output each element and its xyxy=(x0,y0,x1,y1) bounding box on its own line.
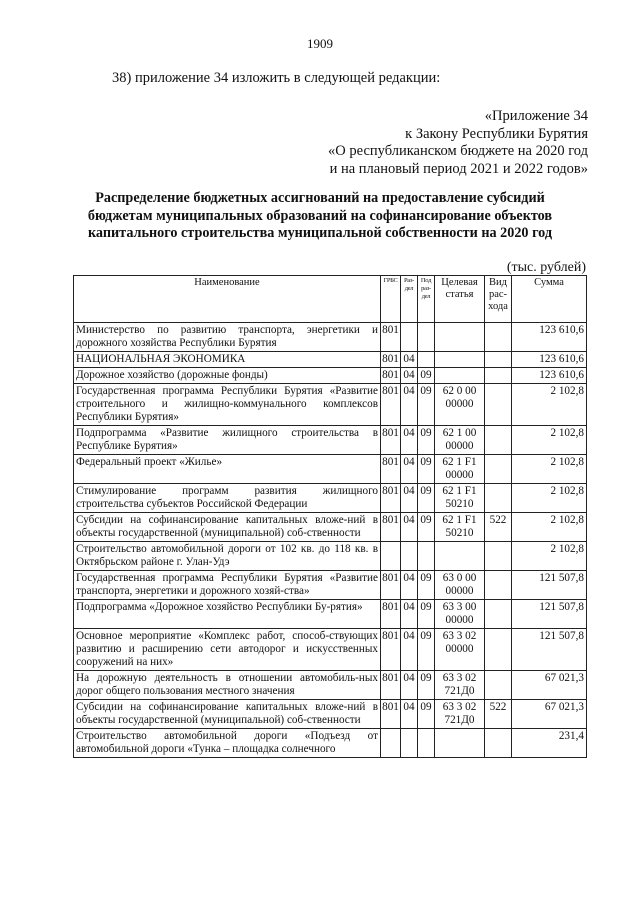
cell-name: Подпрограмма «Дорожное хозяйство Республики Бу-рятия» xyxy=(74,600,381,629)
cell-target: 63 0 00 00000 xyxy=(435,571,485,600)
header-podrazdel: Под раз-дел xyxy=(418,276,435,323)
cell-podrazdel: 09 xyxy=(418,600,435,629)
cell-name: На дорожную деятельность в отношении автомобиль-ных дорог общего пользования местного значения xyxy=(74,671,381,700)
cell-grbs: 801 xyxy=(381,571,401,600)
cell-podrazdel: 09 xyxy=(418,513,435,542)
cell-razdel xyxy=(401,542,418,571)
cell-razdel: 04 xyxy=(401,384,418,426)
cell-name: Субсидии на софинансирование капитальных вложе-ний в объекты государственной (муниципальной) соб-ственности xyxy=(74,700,381,729)
table-row xyxy=(74,542,587,571)
header-name: Наименование xyxy=(74,276,381,323)
header-razdel: Раз-дел xyxy=(401,276,418,323)
cell-vid xyxy=(485,542,512,571)
appendix-line: и на плановый период 2021 и 2022 годов» xyxy=(329,160,588,177)
cell-vid xyxy=(485,426,512,455)
cell-sum: 2 102,8 xyxy=(512,542,587,571)
cell-podrazdel: 09 xyxy=(418,426,435,455)
cell-grbs: 801 xyxy=(381,600,401,629)
table-row xyxy=(74,700,587,729)
cell-podrazdel: 09 xyxy=(418,368,435,384)
cell-grbs: 801 xyxy=(381,484,401,513)
cell-vid xyxy=(485,455,512,484)
cell-name: Строительство автомобильной дороги «Подъезд от автомобильной дороги «Тунка – площадка солнечного xyxy=(74,729,381,758)
cell-razdel: 04 xyxy=(401,426,418,455)
cell-sum: 2 102,8 xyxy=(512,513,587,542)
appendix-reference xyxy=(328,108,588,178)
cell-target xyxy=(435,729,485,758)
cell-sum: 121 507,8 xyxy=(512,600,587,629)
table-row xyxy=(74,484,587,513)
cell-podrazdel: 09 xyxy=(418,700,435,729)
table-row xyxy=(74,629,587,671)
cell-target: 63 3 00 00000 xyxy=(435,600,485,629)
cell-vid: 522 xyxy=(485,513,512,542)
cell-vid: 522 xyxy=(485,700,512,729)
cell-razdel: 04 xyxy=(401,352,418,368)
cell-target xyxy=(435,368,485,384)
cell-vid xyxy=(485,571,512,600)
cell-grbs: 801 xyxy=(381,700,401,729)
cell-vid xyxy=(485,484,512,513)
cell-grbs: 801 xyxy=(381,352,401,368)
cell-grbs: 801 xyxy=(381,323,401,352)
cell-podrazdel: 09 xyxy=(418,484,435,513)
document-title xyxy=(52,190,588,243)
cell-target: 62 1 F1 50210 xyxy=(435,484,485,513)
table-row xyxy=(74,571,587,600)
cell-name: Министерство по развитию транспорта, энергетики и дорожного хозяйства Республики Бурятия xyxy=(74,323,381,352)
cell-sum: 2 102,8 xyxy=(512,384,587,426)
cell-razdel: 04 xyxy=(401,513,418,542)
title-line: Распределение бюджетных ассигнований на предоставление субсидий xyxy=(95,190,545,206)
cell-vid xyxy=(485,352,512,368)
table-row xyxy=(74,384,587,426)
cell-target: 63 3 02 721Д0 xyxy=(435,700,485,729)
cell-name: Основное мероприятие «Комплекс работ, способ-ствующих развитию и расширению сети автодорог и искусственных сооружений на них» xyxy=(74,629,381,671)
cell-sum: 231,4 xyxy=(512,729,587,758)
cell-target: 62 1 F1 00000 xyxy=(435,455,485,484)
cell-razdel: 04 xyxy=(401,484,418,513)
page-bottom-margin xyxy=(0,832,640,905)
cell-sum: 121 507,8 xyxy=(512,629,587,671)
cell-grbs: 801 xyxy=(381,629,401,671)
cell-vid xyxy=(485,323,512,352)
cell-vid xyxy=(485,729,512,758)
cell-grbs: 801 xyxy=(381,426,401,455)
table-row xyxy=(74,455,587,484)
cell-sum: 2 102,8 xyxy=(512,426,587,455)
cell-vid xyxy=(485,368,512,384)
cell-sum: 121 507,8 xyxy=(512,571,587,600)
cell-vid xyxy=(485,600,512,629)
cell-name: Субсидии на софинансирование капитальных вложе-ний в объекты государственной (муниципальной) соб-ственности xyxy=(74,513,381,542)
cell-podrazdel: 09 xyxy=(418,571,435,600)
cell-grbs: 801 xyxy=(381,384,401,426)
cell-razdel: 04 xyxy=(401,629,418,671)
page-number: 1909 xyxy=(307,36,333,51)
table-row xyxy=(74,426,587,455)
cell-razdel xyxy=(401,729,418,758)
cell-razdel: 04 xyxy=(401,368,418,384)
appendix-line: «Приложение 34 xyxy=(484,108,588,124)
cell-target: 62 1 F1 50210 xyxy=(435,513,485,542)
intro-text: 38) приложение 34 изложить в следующей редакции: xyxy=(112,70,441,86)
cell-sum: 123 610,6 xyxy=(512,323,587,352)
units-label: (тыс. рублей) xyxy=(506,260,586,275)
cell-vid xyxy=(485,629,512,671)
cell-podrazdel xyxy=(418,729,435,758)
header-target: Целевая статья xyxy=(435,276,485,323)
table-row xyxy=(74,600,587,629)
cell-name: Дорожное хозяйство (дорожные фонды) xyxy=(74,368,381,384)
table-row xyxy=(74,671,587,700)
appendix-line: к Закону Республики Бурятия xyxy=(405,125,588,142)
cell-podrazdel: 09 xyxy=(418,671,435,700)
cell-razdel xyxy=(401,323,418,352)
cell-podrazdel: 09 xyxy=(418,629,435,671)
table-row xyxy=(74,513,587,542)
cell-name: Стимулирование программ развития жилищного строительства субъектов Российской Федерации xyxy=(74,484,381,513)
cell-target xyxy=(435,352,485,368)
cell-grbs: 801 xyxy=(381,455,401,484)
cell-vid xyxy=(485,384,512,426)
cell-name: НАЦИОНАЛЬНАЯ ЭКОНОМИКА xyxy=(74,352,381,368)
cell-grbs xyxy=(381,729,401,758)
budget-table xyxy=(73,275,587,758)
cell-name: Государственная программа Республики Бурятия «Развитие строительного и жилищно-коммунального комплексов Республики Бурятия» xyxy=(74,384,381,426)
cell-target xyxy=(435,542,485,571)
cell-target: 63 3 02 00000 xyxy=(435,629,485,671)
header-grbs: ГРБС xyxy=(381,276,401,323)
cell-target: 63 3 02 721Д0 xyxy=(435,671,485,700)
cell-grbs: 801 xyxy=(381,671,401,700)
cell-sum: 123 610,6 xyxy=(512,368,587,384)
cell-name: Федеральный проект «Жилье» xyxy=(74,455,381,484)
title-line: капитального строительства муниципальной собственности на 2020 год xyxy=(87,225,553,241)
cell-target: 62 0 00 00000 xyxy=(435,384,485,426)
cell-podrazdel xyxy=(418,323,435,352)
table-row xyxy=(74,352,587,368)
cell-podrazdel: 09 xyxy=(418,384,435,426)
title-line: бюджетам муниципальных образований на софинансирование объектов xyxy=(87,207,553,224)
table-header-row xyxy=(74,276,587,323)
cell-razdel: 04 xyxy=(401,571,418,600)
header-sum: Сумма xyxy=(512,276,587,323)
cell-podrazdel xyxy=(418,352,435,368)
cell-podrazdel: 09 xyxy=(418,455,435,484)
cell-razdel: 04 xyxy=(401,671,418,700)
cell-sum: 2 102,8 xyxy=(512,484,587,513)
cell-name: Государственная программа Республики Бурятия «Развитие транспорта, энергетики и дорожного хозяй-ства» xyxy=(74,571,381,600)
table-row xyxy=(74,729,587,758)
cell-vid xyxy=(485,671,512,700)
cell-podrazdel xyxy=(418,542,435,571)
cell-target: 62 1 00 00000 xyxy=(435,426,485,455)
cell-name: Подпрограмма «Развитие жилищного строительства в Республике Бурятия» xyxy=(74,426,381,455)
header-vid: Вид рас-хода xyxy=(485,276,512,323)
cell-razdel: 04 xyxy=(401,455,418,484)
cell-grbs: 801 xyxy=(381,513,401,542)
cell-sum: 67 021,3 xyxy=(512,671,587,700)
appendix-line: «О республиканском бюджете на 2020 год xyxy=(328,143,588,159)
cell-sum: 123 610,6 xyxy=(512,352,587,368)
cell-name: Строительство автомобильной дороги от 102 кв. до 118 кв. в Октябрьском районе г. Улан-Удэ xyxy=(74,542,381,571)
table-row xyxy=(74,323,587,352)
cell-target xyxy=(435,323,485,352)
cell-grbs xyxy=(381,542,401,571)
cell-sum: 67 021,3 xyxy=(512,700,587,729)
cell-sum: 2 102,8 xyxy=(512,455,587,484)
table-row xyxy=(74,368,587,384)
cell-razdel: 04 xyxy=(401,700,418,729)
cell-razdel: 04 xyxy=(401,600,418,629)
cell-grbs: 801 xyxy=(381,368,401,384)
